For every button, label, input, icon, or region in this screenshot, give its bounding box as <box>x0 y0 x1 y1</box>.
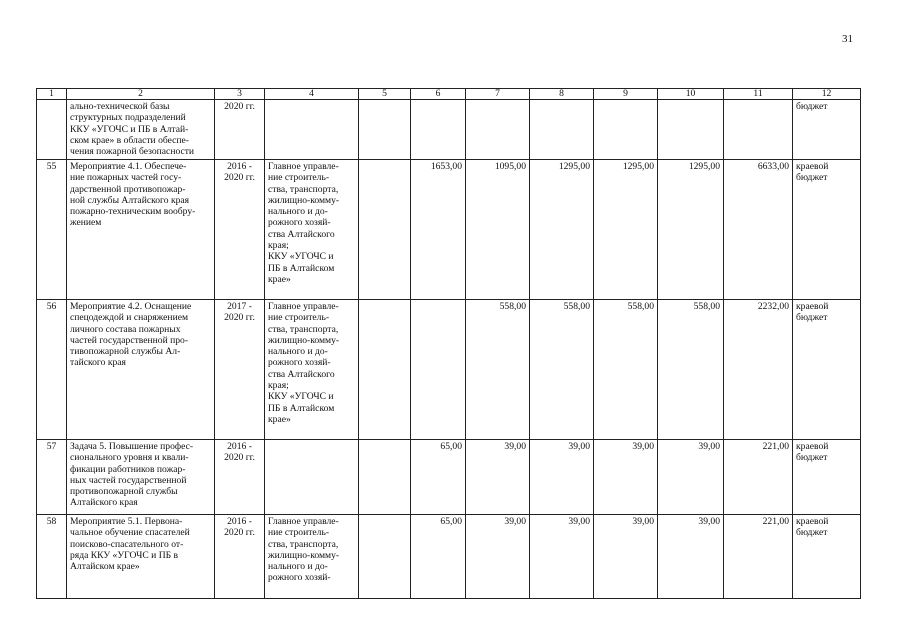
executor <box>265 100 359 160</box>
program-table <box>36 88 861 599</box>
value-col-11: 6633,00 <box>724 160 793 300</box>
value-col-7: 39,00 <box>466 440 530 515</box>
value-col-9: 558,00 <box>594 300 658 440</box>
column-header: 3 <box>215 89 265 100</box>
executor <box>265 440 359 515</box>
value-col-9: 39,00 <box>594 440 658 515</box>
value-col-8: 558,00 <box>530 300 594 440</box>
activity-name: Мероприятие 5.1. Первона- чальное обучение спасателей поисково-спасательного от- ряда ККУ «УГОЧС и ПБ в Алтайском крае» <box>67 515 215 599</box>
value-col-9: 39,00 <box>594 515 658 599</box>
value-col-6: 1653,00 <box>411 160 466 300</box>
value-col-9: 1295,00 <box>594 160 658 300</box>
value-col-8 <box>530 100 594 160</box>
period: 2020 гг. <box>215 100 265 160</box>
value-col-5 <box>359 160 411 300</box>
value-col-5 <box>359 515 411 599</box>
table-row <box>37 160 861 300</box>
column-header: 1 <box>37 89 67 100</box>
value-col-5 <box>359 100 411 160</box>
value-col-8: 1295,00 <box>530 160 594 300</box>
column-header: 12 <box>793 89 861 100</box>
period: 2016 - 2020 гг. <box>215 160 265 300</box>
funding-source: краевой бюджет <box>793 300 861 440</box>
value-col-6: 65,00 <box>411 440 466 515</box>
column-header: 6 <box>411 89 466 100</box>
executor: Главное управле- ние строитель- ства, транспорта, жилищно-комму- нального и до- рожного хозяй- ства Алтайского края; ККУ «УГОЧС и ПБ в Алтайском крае» <box>265 160 359 300</box>
value-col-10: 39,00 <box>658 515 724 599</box>
value-col-10: 39,00 <box>658 440 724 515</box>
column-header: 5 <box>359 89 411 100</box>
funding-source: бюджет <box>793 100 861 160</box>
row-number: 56 <box>37 300 67 440</box>
value-col-6 <box>411 100 466 160</box>
value-col-5 <box>359 300 411 440</box>
executor: Главное управле- ние строитель- ства, транспорта, жилищно-комму- нального и до- рожного хозяй- ства Алтайского края; ККУ «УГОЧС и ПБ в Алтайском крае» <box>265 300 359 440</box>
value-col-11: 221,00 <box>724 515 793 599</box>
value-col-10: 558,00 <box>658 300 724 440</box>
period: 2017 - 2020 гг. <box>215 300 265 440</box>
activity-name: Задача 5. Повышение профес- сионального уровня и квали- фикации работников пожар- ных частей государственной противопожарной службы Алтайского края <box>67 440 215 515</box>
table-row <box>37 300 861 440</box>
column-header: 8 <box>530 89 594 100</box>
row-number: 57 <box>37 440 67 515</box>
period: 2016 - 2020 гг. <box>215 440 265 515</box>
row-number: 55 <box>37 160 67 300</box>
row-number: 58 <box>37 515 67 599</box>
page-number: 31 <box>842 33 853 45</box>
value-col-11: 2232,00 <box>724 300 793 440</box>
activity-name: ально-технической базы структурных подразделений ККУ «УГОЧС и ПБ в Алтай- ском крае» в области обеспе- чения пожарной безопасности <box>67 100 215 160</box>
column-header: 4 <box>265 89 359 100</box>
value-col-9 <box>594 100 658 160</box>
funding-source: краевой бюджет <box>793 160 861 300</box>
period: 2016 - 2020 гг. <box>215 515 265 599</box>
column-header: 9 <box>594 89 658 100</box>
value-col-10 <box>658 100 724 160</box>
value-col-6 <box>411 300 466 440</box>
table-row <box>37 440 861 515</box>
funding-source: краевой бюджет <box>793 440 861 515</box>
value-col-8: 39,00 <box>530 440 594 515</box>
activity-name: Мероприятие 4.2. Оснащение спецодеждой и снаряжением личного состава пожарных частей государственной про- тивопожарной службы Ал- тайского края <box>67 300 215 440</box>
value-col-10: 1295,00 <box>658 160 724 300</box>
executor: Главное управле- ние строитель- ства, транспорта, жилищно-комму- нального и до- рожного хозяй- <box>265 515 359 599</box>
value-col-11 <box>724 100 793 160</box>
value-col-7 <box>466 100 530 160</box>
value-col-6: 65,00 <box>411 515 466 599</box>
column-header: 7 <box>466 89 530 100</box>
value-col-5 <box>359 440 411 515</box>
value-col-7: 39,00 <box>466 515 530 599</box>
column-header: 10 <box>658 89 724 100</box>
activity-name: Мероприятие 4.1. Обеспече- ние пожарных частей госу- дарственной противопожар- ной службы Алтайского края пожарно-техническим вообру- жением <box>67 160 215 300</box>
column-header: 2 <box>67 89 215 100</box>
table-row <box>37 515 861 599</box>
column-header: 11 <box>724 89 793 100</box>
funding-source: краевой бюджет <box>793 515 861 599</box>
value-col-7: 558,00 <box>466 300 530 440</box>
value-col-8: 39,00 <box>530 515 594 599</box>
table-row <box>37 100 861 160</box>
column-number-row <box>37 89 861 100</box>
row-number <box>37 100 67 160</box>
value-col-11: 221,00 <box>724 440 793 515</box>
value-col-7: 1095,00 <box>466 160 530 300</box>
